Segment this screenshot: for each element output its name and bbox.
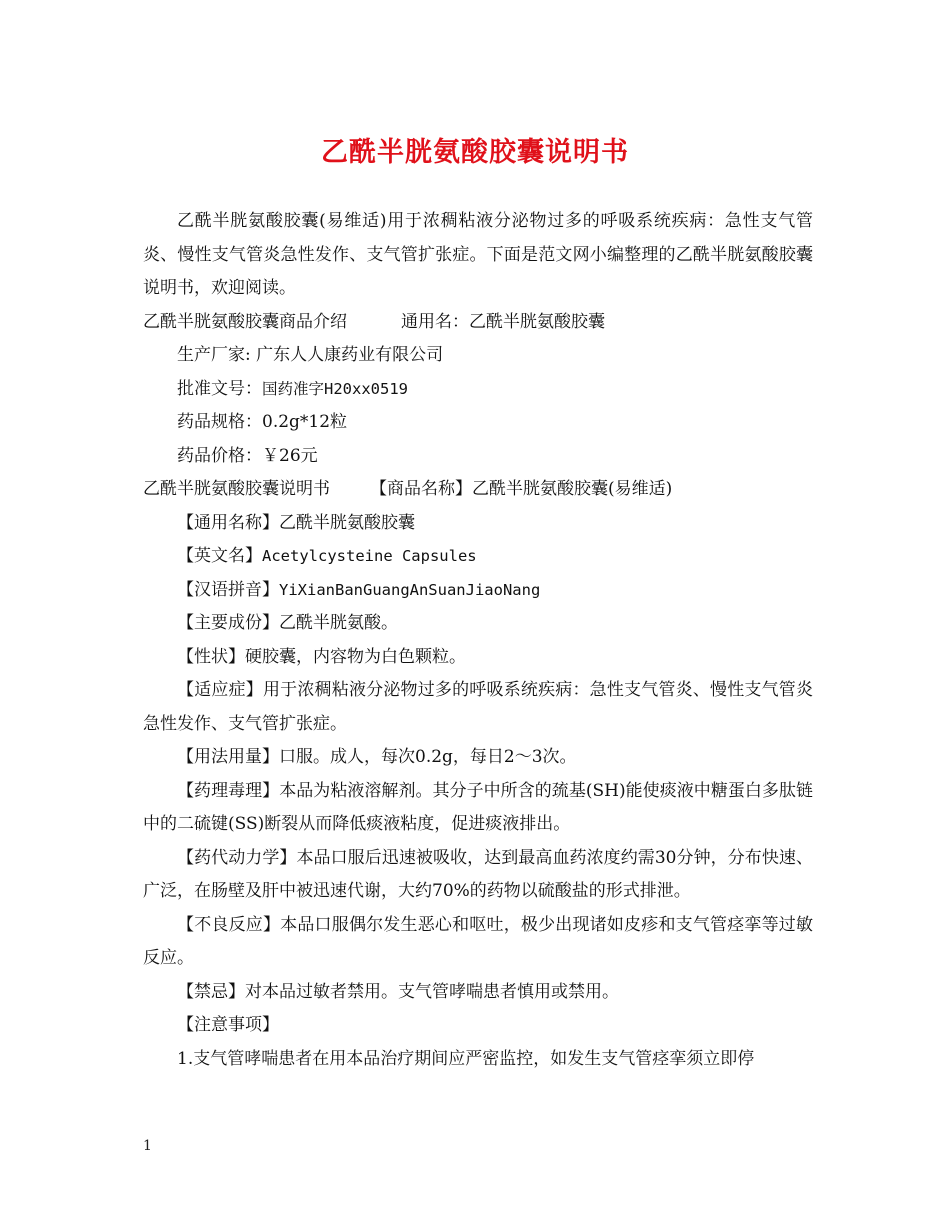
- precautions-heading: 【注意事项】: [177, 1015, 279, 1035]
- pinyin-line: [143, 574, 813, 608]
- pharmacology: 【药理毒理】本品为粘液溶解剂。其分子中所含的巯基(SH)能使痰液中糖蛋白多肽链中的二硫键(SS)断裂从而降低痰液粘度，促进痰液排出。: [143, 780, 813, 834]
- manual-heading: 乙酰半胱氨酸胶囊说明书: [143, 479, 330, 499]
- common-name: 【通用名称】乙酰半胱氨酸胶囊: [177, 512, 415, 533]
- adverse-reactions: 【不良反应】本品口服偶尔发生恶心和呕吐，极少出现诸如皮疹和支气管痉挛等过敏反应。: [143, 914, 813, 968]
- approval-line: [143, 373, 813, 407]
- pharmacokinetics: 【药代动力学】本品口服后迅速被吸收，达到最高血药浓度约需30分钟，分布快速、广泛，在肠壁及肝中被迅速代谢，大约70%的药物以硫酸盐的形式排泄。: [143, 847, 813, 901]
- intro-paragraph: 乙酰半胱氨酸胶囊(易维适)用于浓稠粘液分泌物过多的呼吸系统疾病：急性支气管炎、慢性支气管炎急性发作、支气管扩张症。下面是范文网小编整理的乙酰半胱氨酸胶囊说明书，欢迎阅读。: [143, 211, 813, 298]
- english-label: 【英文名】: [177, 546, 262, 566]
- trade-name: 【商品名称】乙酰半胱氨酸胶囊(易维适): [370, 479, 673, 499]
- spec: 药品规格：0.2g*12粒: [177, 412, 348, 432]
- pinyin: YiXianBanGuangAnSuanJiaoNang: [279, 580, 541, 599]
- precaution-1: 1.支气管哮喘患者在用本品治疗期间应严密监控，如发生支气管痉挛须立即停: [177, 1048, 755, 1069]
- pinyin-label: 【汉语拼音】: [177, 579, 279, 600]
- contraindications: 【禁忌】对本品过敏者禁用。支气管哮喘患者慎用或禁用。: [177, 981, 619, 1002]
- manufacturer: 生产厂家: 广东人人康药业有限公司: [177, 345, 444, 365]
- indications: 【适应症】用于浓稠粘液分泌物过多的呼吸系统疾病：急性支气管炎、慢性支气管炎急性发作、支气管扩张症。: [143, 680, 813, 734]
- appearance: 【性状】硬胶囊，内容物为白色颗粒。: [177, 646, 466, 667]
- price: 药品价格：￥26元: [177, 445, 318, 466]
- manual-heading-line: [143, 473, 813, 507]
- page-number: 1: [143, 1138, 152, 1154]
- ingredients: 【主要成份】乙酰半胱氨酸。: [177, 613, 398, 633]
- document-title: 乙酰半胱氨酸胶囊说明书: [321, 137, 629, 168]
- document-body: [143, 205, 813, 1076]
- english-name-line: [143, 540, 813, 574]
- generic-name: 通用名：乙酰半胱氨酸胶囊: [401, 311, 605, 332]
- dosage: 【用法用量】口服。成人，每次0.2g，每日2～3次。: [177, 747, 577, 767]
- english-name: Acetylcysteine Capsules: [262, 547, 477, 565]
- product-intro-line: [143, 306, 813, 340]
- approval-label: 批准文号：: [177, 378, 262, 399]
- product-intro-heading: 乙酰半胱氨酸胶囊商品介绍: [143, 311, 347, 332]
- approval-number: 国药准字H20xx0519: [262, 379, 408, 398]
